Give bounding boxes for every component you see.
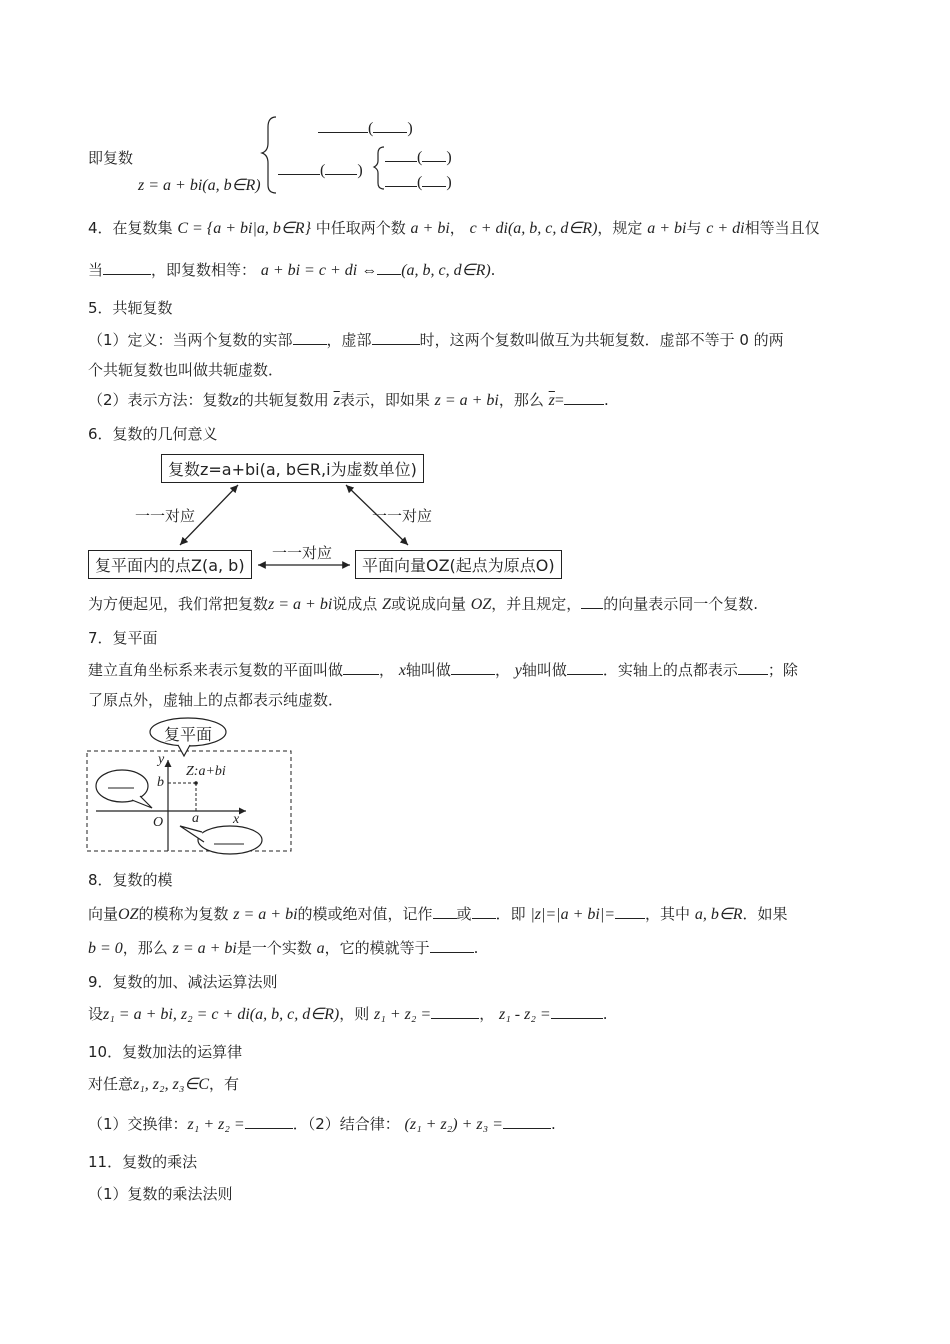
blank (422, 147, 446, 162)
blank (377, 260, 401, 275)
bubble-label: 复平面 (164, 725, 213, 744)
s4-line1: 4．在复数集 C = {a + bi|a, b∈R} 中任取两个数 a + bi， c + di(a, b, c, d∈R)，规定 a + bi与 c + di相等当且仅 (88, 219, 820, 237)
s6-note: 为方便起见，我们常把复数z = a + bi说成点 Z或说成向量 OZ，并且规定， 的向量表示同一个复数. (88, 595, 759, 613)
z-point-label: Z:a+bi (186, 764, 226, 779)
s6-title: 6．复数的几何意义 (88, 425, 218, 443)
s9-line1: 设z₁ = a + bi, z₂ = c + di(a, b, c, d∈R)，则 z₁ + z₂ = ， z₁ - z₂ = . (88, 1005, 608, 1023)
x-axis-label: x (233, 812, 240, 827)
blank (451, 660, 495, 675)
blank (325, 160, 357, 175)
s11-title: 11．复数的乘法 (88, 1153, 198, 1171)
s10-title: 10．复数加法的运算律 (88, 1043, 243, 1061)
box-complex-plane-point: 复平面内的点Z(a, b) (88, 550, 252, 579)
s8-line1: 向量OZ的模称为复数 z = a + bi的模或绝对值，记作 或 ．即 |z|=|a + bi|= ，其中 a, b∈R．如果 (88, 905, 788, 923)
s5-title: 5．共轭复数 (88, 299, 173, 317)
tree-left-label: 即复数 (88, 149, 134, 167)
blank (103, 260, 151, 275)
blank (422, 172, 446, 187)
blank (278, 160, 320, 175)
origin-label: O (153, 815, 164, 830)
label-correspond-left: 一一对应 (135, 507, 196, 525)
s7-title: 7．复平面 (88, 629, 158, 647)
s9-title: 9．复数的加、减法运算法则 (88, 973, 278, 991)
s5-def-line1: （1）定义：当两个复数的实部 ，虚部 时，这两个复数叫做互为共轭复数．虚部不等于 0 的两 (88, 331, 784, 349)
blank (433, 904, 457, 919)
bubble-bottom (198, 826, 262, 854)
blank (245, 1114, 293, 1129)
blank (564, 390, 604, 405)
blank (293, 330, 327, 345)
blank (567, 660, 603, 675)
tree-top-item: ( ) (318, 118, 413, 138)
blank (385, 147, 417, 162)
blank (551, 1004, 603, 1019)
blank (318, 118, 368, 133)
label-correspond-bottom: 一一对应 (272, 544, 333, 562)
s7-line2: 了原点外，虚轴上的点都表示纯虚数． (88, 691, 344, 709)
box-complex-number: 复数z=a+bi(a, b∈R,i为虚数单位) (161, 454, 424, 483)
tree-left-formula: z = a + bi(a, b∈R) (138, 177, 261, 194)
b-label: b (157, 775, 164, 790)
s8-title: 8．复数的模 (88, 871, 173, 889)
blank (431, 1004, 479, 1019)
s10-line1: 对任意z₁, z₂, z₃∈C，有 (88, 1075, 240, 1093)
blank (503, 1114, 551, 1129)
blank (373, 118, 407, 133)
s7-line1: 建立直角坐标系来表示复数的平面叫做 ， x轴叫做 ， y轴叫做 ．实轴上的点都表示 ；除 (88, 661, 798, 679)
tree-sub-item-2: ( ) (385, 172, 452, 192)
blank (472, 904, 496, 919)
s10-line2: （1）交换律：z₁ + z₂ = ．（2）结合律： (z₁ + z₂) + z₃ = . (88, 1115, 556, 1133)
a-label: a (192, 811, 199, 826)
point-z (194, 781, 198, 785)
blank (385, 172, 417, 187)
s5-def-line2: 个共轭复数也叫做共轭虚数． (88, 361, 284, 379)
s11-line1: （1）复数的乘法法则 (88, 1185, 233, 1203)
s5-notation: （2）表示方法：复数z的共轭复数用 $\overline{z}$表示，即如果 z = a + bi，那么 $\overline{z}=$ . (88, 391, 609, 409)
s4-line2: 当 ，即复数相等： a + bi = c + di ⇔ (a, b, c, d∈R). (88, 261, 496, 279)
blank (372, 330, 420, 345)
label-correspond-right: 一一对应 (372, 507, 433, 525)
blank (581, 594, 603, 609)
s8-line2: b = 0，那么 z = a + bi是一个实数 a，它的模就等于 . (88, 939, 479, 957)
blank (738, 660, 768, 675)
tree-sub-item-1: ( ) (385, 147, 452, 167)
blank (430, 938, 474, 953)
blank (343, 660, 379, 675)
blank (615, 904, 645, 919)
tree-mid-item: ( ) (278, 160, 363, 180)
y-axis-label: y (158, 752, 165, 767)
complex-set: C = {a + bi|a, b∈R} (177, 220, 311, 237)
box-plane-vector: 平面向量OZ(起点为原点O) (355, 550, 562, 579)
